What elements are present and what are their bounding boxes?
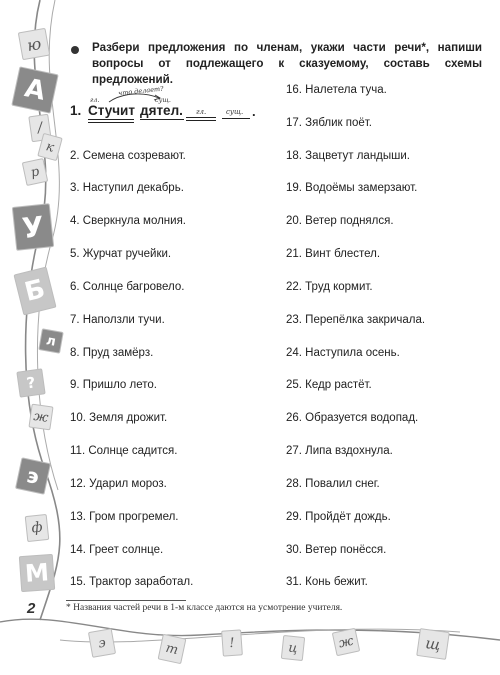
- scheme-noun-label: сущ.: [226, 108, 244, 116]
- question-arrow-icon: [105, 90, 165, 104]
- scheme-predicate-line: [186, 117, 216, 118]
- scheme-verb-label: гл.: [196, 108, 207, 116]
- sentence-item: 5. Журчат ручейки.: [70, 248, 172, 260]
- letter-tile: э: [88, 628, 116, 658]
- letter-tile: !: [221, 629, 243, 656]
- letter-tile: А: [11, 66, 58, 113]
- sentence-item: 25. Кедр растёт.: [286, 379, 372, 391]
- letter-tile: М: [19, 554, 55, 592]
- letter-tile: ж: [332, 628, 360, 656]
- sentence-item: 8. Пруд замёрз.: [70, 347, 154, 359]
- sentence-item: 3. Наступил декабрь.: [70, 182, 184, 194]
- sentence-item: 26. Образуется водопад.: [286, 412, 419, 424]
- sentence-item: 15. Трактор заработал.: [70, 576, 194, 588]
- scheme-subject-line: [222, 118, 250, 119]
- part-of-speech-verb-label: гл.: [90, 96, 100, 104]
- example-predicate-word: дятел.: [140, 103, 183, 118]
- sentence-item: 17. Зяблик поёт.: [286, 117, 372, 129]
- example-number: 1.: [70, 103, 82, 118]
- letter-tile: ц: [281, 635, 305, 661]
- footnote-divider: [66, 600, 186, 601]
- subject-underline: [140, 119, 184, 120]
- letter-tile: ж: [28, 404, 53, 431]
- letter-tile: /: [28, 114, 51, 143]
- sentence-item: 12. Ударил мороз.: [70, 478, 167, 490]
- bullet-icon: [71, 46, 79, 54]
- footnote: * Названия частей речи в 1-м классе даются на усмотрение учителя.: [66, 603, 343, 613]
- page-number: 2: [27, 600, 36, 617]
- sentence-item: 9. Пришло лето.: [70, 379, 157, 391]
- sentence-item: 20. Ветер поднялся.: [286, 215, 394, 227]
- sentence-item: 2. Семена созревают.: [70, 150, 186, 162]
- sentence-item: 27. Липа вздохнула.: [286, 445, 393, 457]
- sentence-item: 11. Солнце садится.: [70, 445, 178, 457]
- letter-tile: ю: [18, 28, 50, 60]
- scheme-predicate-line: [186, 120, 216, 121]
- sentence-item: 31. Конь бежит.: [286, 576, 368, 588]
- sentence-item: 16. Налетела туча.: [286, 84, 387, 96]
- sentence-item: 29. Пройдёт дождь.: [286, 511, 391, 523]
- letter-tile: щ: [416, 628, 450, 660]
- letter-tile: Б: [13, 267, 56, 316]
- letter-tile: р: [22, 158, 49, 186]
- scheme-period: .: [252, 104, 256, 119]
- sentence-item: 6. Солнце багровело.: [70, 281, 185, 293]
- task-instruction: Разбери предложения по членам, укажи части речи*, напиши вопросы от подлежащего к сказуемому, составь схемы предложений.: [92, 41, 482, 86]
- letter-tile: э: [15, 457, 51, 495]
- predicate-underline: [88, 122, 134, 123]
- letter-tile: У: [12, 203, 54, 251]
- sentence-item: 7. Наползли тучи.: [70, 314, 165, 326]
- sentence-item: 24. Наступила осень.: [286, 347, 400, 359]
- sentence-item: 22. Труд кормит.: [286, 281, 373, 293]
- sentence-item: 21. Винт блестел.: [286, 248, 381, 260]
- letter-tile: ф: [25, 514, 50, 542]
- letter-tile: л: [38, 328, 63, 353]
- sentence-item: 28. Повалил снег.: [286, 478, 380, 490]
- letter-tile: ?: [16, 368, 45, 397]
- letter-tile: т: [158, 634, 187, 664]
- sentence-item: 13. Гром прогремел.: [70, 511, 179, 523]
- sentence-item: 19. Водоёмы замерзают.: [286, 182, 418, 194]
- sentence-item: 23. Перепёлка закричала.: [286, 314, 426, 326]
- sentence-item: 4. Сверкнула молния.: [70, 215, 186, 227]
- example-subject-word: Стучит: [88, 103, 135, 118]
- part-of-speech-noun-label: сущ.: [155, 96, 171, 104]
- sentence-item: 10. Земля дрожит.: [70, 412, 168, 424]
- sentence-item: 14. Греет солнце.: [70, 544, 164, 556]
- sentence-item: 18. Зацветут ландыши.: [286, 150, 410, 162]
- sentence-item: 30. Ветер понёсся.: [286, 544, 387, 556]
- predicate-underline: [88, 119, 134, 120]
- example-question: что делает?: [117, 84, 164, 98]
- letter-tile: к: [37, 133, 63, 161]
